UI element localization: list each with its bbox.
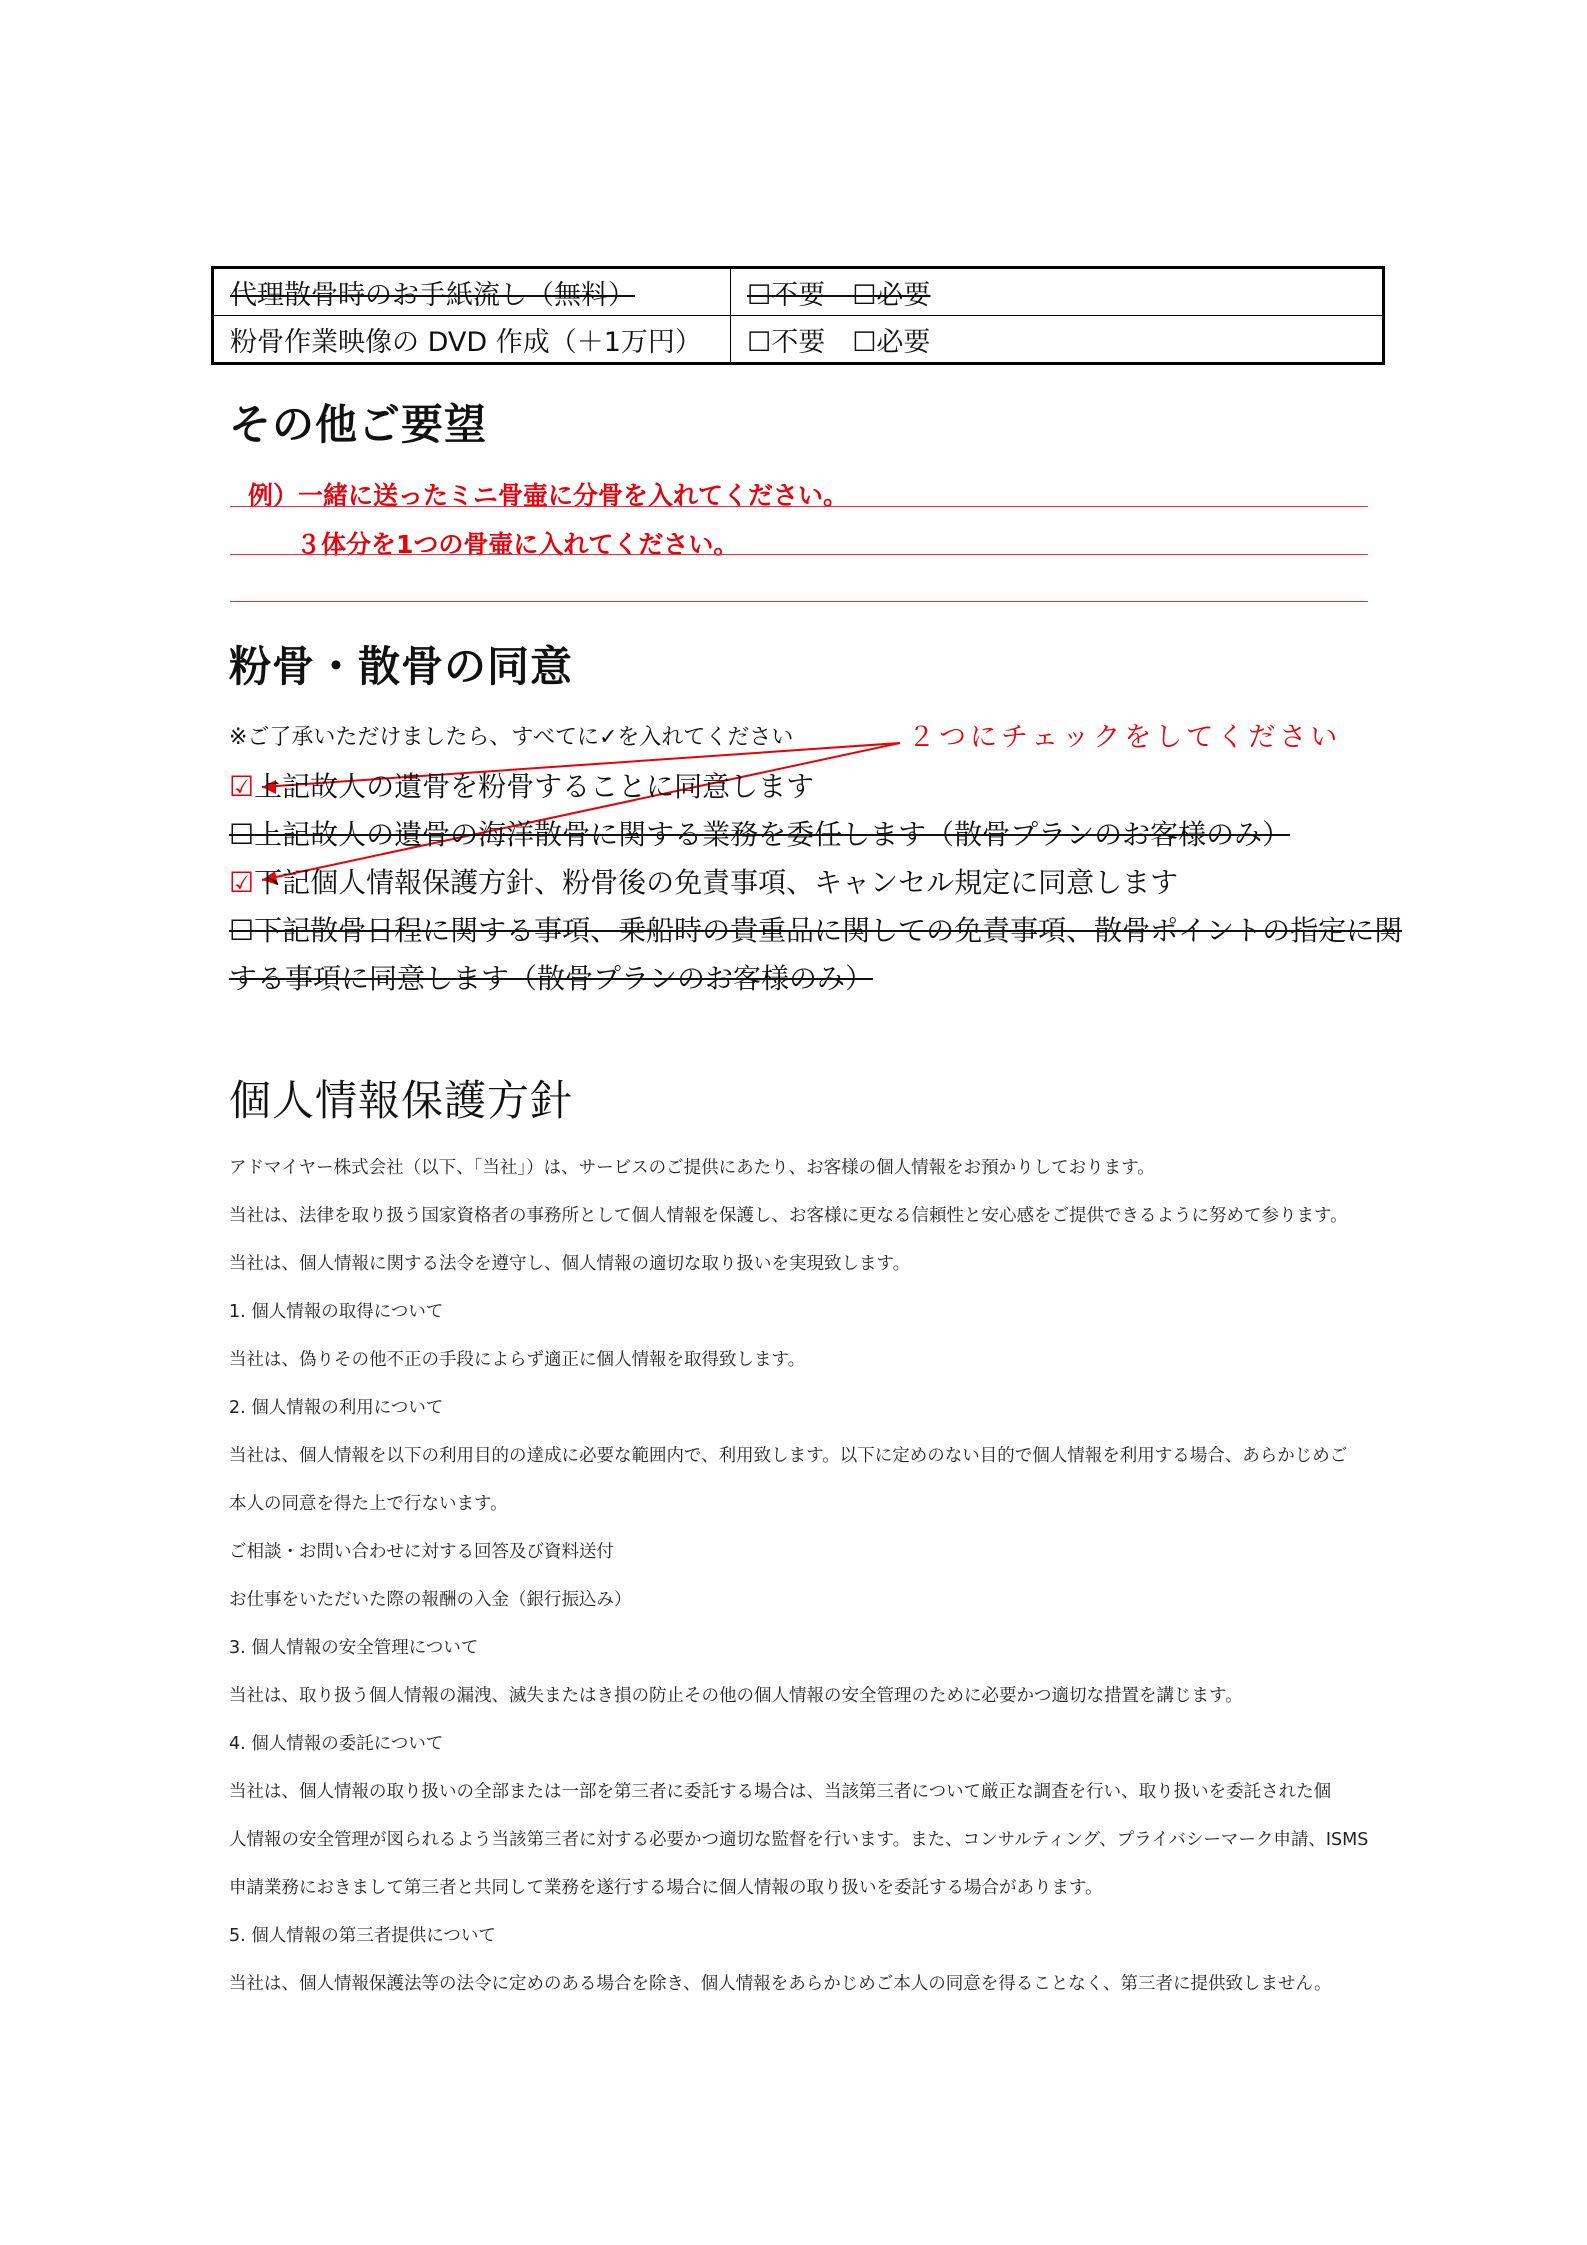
policy-line: 2. 個人情報の利用について: [229, 1398, 444, 1418]
policy-line: 当社は、個人情報保護法等の法令に定めのある場合を除き、個人情報をあらかじめご本人の同意を得ることなく、第三者に提供致しません。: [229, 1974, 1332, 1994]
consent-item[interactable]: [229, 813, 1290, 853]
option-label: 代理散骨時のお手紙流し（無料）: [213, 268, 731, 316]
policy-line: 当社は、個人情報の取り扱いの全部または一部を第三者に委託する場合は、当該第三者について厳正な調査を行い、取り扱いを委託された個: [229, 1782, 1332, 1802]
handwritten-annotation: ２つにチェックをしてください: [908, 722, 1342, 753]
policy-line: 当社は、個人情報に関する法令を遵守し、個人情報の適切な取り扱いを実現致します。: [229, 1254, 911, 1274]
policy-line: 当社は、取り扱う個人情報の漏洩、滅失またはき損の防止その他の個人情報の安全管理のために必要かつ適切な措置を講じます。: [229, 1686, 1243, 1706]
policy-line: 4. 個人情報の委託について: [229, 1734, 444, 1754]
policy-line: 5. 個人情報の第三者提供について: [229, 1926, 496, 1946]
consent-heading: 粉骨・散骨の同意: [229, 642, 574, 691]
checkbox-icon[interactable]: ☐: [229, 914, 255, 947]
policy-line: 3. 個人情報の安全管理について: [229, 1638, 479, 1658]
policy-line: 人情報の安全管理が図られるよう当該第三者に対する必要かつ適切な監督を行います。また、コンサルティング、プライバシーマーク申請、ISMS: [229, 1830, 1369, 1850]
policy-line: お仕事をいただいた際の報酬の入金（銀行振込み）: [229, 1590, 632, 1610]
consent-item-text: 上記故人の遺骨の海洋散骨に関する業務を委任します（散骨プランのお客様のみ）: [254, 818, 1291, 851]
request-line-1: 例）一緒に送ったミニ骨壷に分骨を入れてください。: [248, 481, 849, 510]
policy-line: 1. 個人情報の取得について: [229, 1302, 444, 1322]
option-label: 粉骨作業映像の DVD 作成（＋1万円）: [213, 316, 731, 364]
policy-line: 当社は、偽りその他不正の手段によらず適正に個人情報を取得致します。: [229, 1350, 806, 1370]
consent-item[interactable]: [229, 765, 814, 805]
consent-item[interactable]: [229, 861, 1178, 901]
requests-heading: その他ご要望: [229, 400, 488, 449]
checkbox-icon[interactable]: ☐: [229, 818, 255, 851]
consent-item-continued: [229, 957, 873, 997]
policy-line: 当社は、法律を取り扱う国家資格者の事務所として個人情報を保護し、お客様に更なる信頼性と安心感をご提供できるように努めて参ります。: [229, 1206, 1348, 1226]
policy-line: ご相談・お問い合わせに対する回答及び資料送付: [229, 1542, 614, 1562]
consent-item-text: 上記故人の遺骨を粉骨することに同意します: [254, 770, 815, 803]
option-choice[interactable]: ☐不要 ☐必要: [731, 268, 1384, 316]
request-line-2: ３体分を1つの骨壷に入れてください。: [296, 530, 739, 559]
consent-item-text: 下記散骨日程に関する事項、乗船時の貴重品に関しての免責事項、散骨ポイントの指定に関: [254, 914, 1403, 947]
policy-heading: 個人情報保護方針: [229, 1076, 574, 1125]
checked-box-icon[interactable]: ☑: [229, 770, 255, 803]
consent-item-text: 下記個人情報保護方針、粉骨後の免責事項、キャンセル規定に同意します: [254, 866, 1179, 899]
consent-note: ※ご了承いただけましたら、すべてに✓を入れてください: [229, 725, 794, 750]
consent-item[interactable]: [229, 909, 1402, 949]
policy-line: 当社は、個人情報を以下の利用目的の達成に必要な範囲内で、利用致します。以下に定めのない目的で個人情報を利用する場合、あらかじめご: [229, 1446, 1348, 1466]
policy-line: 本人の同意を得た上で行ないます。: [229, 1494, 508, 1514]
policy-line: 申請業務におきまして第三者と共同して業務を遂行する場合に個人情報の取り扱いを委託する場合があります。: [229, 1878, 1103, 1898]
checked-box-icon[interactable]: ☑: [229, 866, 255, 899]
policy-line: アドマイヤー株式会社（以下、「当社」）は、サービスのご提供にあたり、お客様の個人情報をお預かりしております。: [229, 1158, 1155, 1178]
consent-item-text: する事項に同意します（散骨プランのお客様のみ）: [229, 962, 874, 995]
option-choice[interactable]: ☐不要 ☐必要: [731, 316, 1384, 364]
